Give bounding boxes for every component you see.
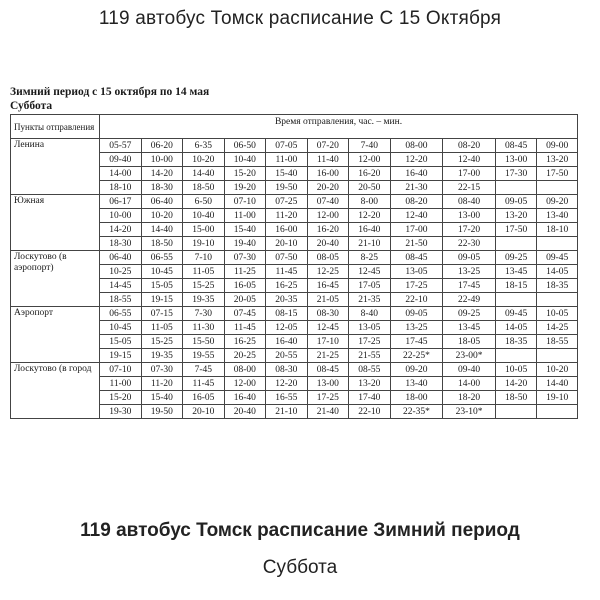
time-cell: 19-20 <box>224 181 266 195</box>
time-cell: 13-00 <box>443 209 496 223</box>
time-cell: 14-20 <box>141 167 183 181</box>
time-cell: 8-40 <box>349 307 391 321</box>
time-cell: 12-20 <box>390 153 443 167</box>
time-cell: 17-50 <box>495 223 537 237</box>
time-cell: 11-45 <box>224 321 266 335</box>
time-cell: 14-00 <box>443 377 496 391</box>
time-cell <box>495 349 537 363</box>
time-cell: 12-25 <box>307 265 349 279</box>
time-cell: 10-05 <box>537 307 578 321</box>
time-cell: 07-15 <box>141 307 183 321</box>
time-cell: 09-40 <box>443 363 496 377</box>
time-cell: 19-35 <box>183 293 225 307</box>
time-cell: 18-30 <box>100 237 142 251</box>
time-cell: 14-00 <box>100 167 142 181</box>
time-cell: 08-45 <box>307 363 349 377</box>
time-cell: 15-50 <box>183 335 225 349</box>
time-cell: 21-30 <box>390 181 443 195</box>
time-cell: 11-40 <box>307 153 349 167</box>
time-cell: 12-40 <box>443 153 496 167</box>
time-cell: 15-20 <box>224 167 266 181</box>
time-cell: 07-45 <box>224 307 266 321</box>
stop-name: Лоскутово (в аэропорт) <box>11 251 100 307</box>
time-cell <box>537 405 578 419</box>
time-cell: 22-30 <box>443 237 496 251</box>
time-cell: 15-05 <box>141 279 183 293</box>
time-cell: 16-25 <box>224 335 266 349</box>
time-cell: 14-20 <box>495 377 537 391</box>
time-cell: 12-00 <box>224 377 266 391</box>
schedule-image <box>10 86 580 476</box>
time-cell: 17-05 <box>349 279 391 293</box>
time-cell: 09-20 <box>390 363 443 377</box>
time-cell: 16-40 <box>349 223 391 237</box>
time-cell: 22-10 <box>349 405 391 419</box>
time-cell: 6-35 <box>183 139 225 153</box>
time-cell: 12-20 <box>349 209 391 223</box>
time-cell: 07-25 <box>266 195 308 209</box>
time-cell: 21-40 <box>307 405 349 419</box>
time-cell: 20-40 <box>224 405 266 419</box>
time-cell: 08-20 <box>390 195 443 209</box>
time-cell: 11-00 <box>100 377 142 391</box>
time-cell: 16-40 <box>390 167 443 181</box>
time-cell: 18-15 <box>495 279 537 293</box>
time-cell: 14-25 <box>537 321 578 335</box>
time-cell: 20-20 <box>307 181 349 195</box>
stop-name: Лоскутово (в город <box>11 363 100 419</box>
time-cell: 21-35 <box>349 293 391 307</box>
time-cell: 16-00 <box>266 223 308 237</box>
time-cell: 06-20 <box>141 139 183 153</box>
time-cell: 11-00 <box>266 153 308 167</box>
time-cell: 11-45 <box>183 377 225 391</box>
time-cell: 16-05 <box>224 279 266 293</box>
page-title: 119 автобус Томск расписание С 15 Октября <box>98 8 502 29</box>
header-time: Время отправления, час. – мин. <box>100 115 578 139</box>
time-cell: 11-45 <box>266 265 308 279</box>
time-cell: 16-05 <box>183 391 225 405</box>
time-cell: 18-55 <box>537 335 578 349</box>
time-cell: 07-10 <box>100 363 142 377</box>
time-cell: 15-05 <box>100 335 142 349</box>
time-cell: 22-35* <box>390 405 443 419</box>
time-cell: 21-10 <box>266 405 308 419</box>
time-cell: 18-50 <box>183 181 225 195</box>
time-cell: 20-25 <box>224 349 266 363</box>
time-cell: 11-20 <box>141 377 183 391</box>
time-cell: 16-45 <box>307 279 349 293</box>
time-cell: 08-05 <box>307 251 349 265</box>
section-subheading: Суббота <box>262 557 338 578</box>
time-cell: 14-40 <box>141 223 183 237</box>
time-cell: 19-10 <box>537 391 578 405</box>
time-cell: 17-45 <box>390 335 443 349</box>
time-cell: 15-25 <box>183 279 225 293</box>
time-cell: 12-45 <box>307 321 349 335</box>
time-cell: 08-00 <box>224 363 266 377</box>
time-cell: 08-00 <box>390 139 443 153</box>
time-cell: 16-40 <box>224 391 266 405</box>
time-cell: 08-30 <box>266 363 308 377</box>
time-cell: 07-40 <box>307 195 349 209</box>
time-cell: 18-35 <box>537 279 578 293</box>
time-cell: 13-20 <box>537 153 578 167</box>
time-cell: 22-25* <box>390 349 443 363</box>
time-cell: 13-05 <box>349 321 391 335</box>
time-cell: 7-10 <box>183 251 225 265</box>
table-row <box>11 363 578 377</box>
time-cell: 18-30 <box>141 181 183 195</box>
time-cell: 17-25 <box>390 279 443 293</box>
time-cell: 12-05 <box>266 321 308 335</box>
time-cell <box>537 237 578 251</box>
time-cell: 18-50 <box>141 237 183 251</box>
time-cell: 7-40 <box>349 139 391 153</box>
time-cell: 18-05 <box>443 335 496 349</box>
time-cell: 19-10 <box>183 237 225 251</box>
time-cell: 6-50 <box>183 195 225 209</box>
time-cell: 07-30 <box>224 251 266 265</box>
time-cell: 09-40 <box>100 153 142 167</box>
time-cell: 19-50 <box>266 181 308 195</box>
time-cell: 8-00 <box>349 195 391 209</box>
time-cell: 15-20 <box>100 391 142 405</box>
time-cell: 17-30 <box>495 167 537 181</box>
time-cell: 12-20 <box>266 377 308 391</box>
time-cell: 22-49 <box>443 293 496 307</box>
time-cell: 14-45 <box>100 279 142 293</box>
time-cell: 06-55 <box>141 251 183 265</box>
time-cell: 12-40 <box>390 209 443 223</box>
time-cell: 15-00 <box>183 223 225 237</box>
time-cell <box>537 293 578 307</box>
time-cell: 10-20 <box>141 209 183 223</box>
time-cell: 18-35 <box>495 335 537 349</box>
time-cell: 08-45 <box>495 139 537 153</box>
time-cell: 18-50 <box>495 391 537 405</box>
time-cell <box>495 293 537 307</box>
stop-name: Южная <box>11 195 100 251</box>
time-cell: 10-05 <box>495 363 537 377</box>
time-cell: 16-20 <box>349 167 391 181</box>
time-cell: 14-05 <box>537 265 578 279</box>
time-cell: 18-10 <box>537 223 578 237</box>
time-cell: 10-20 <box>537 363 578 377</box>
time-cell: 17-10 <box>307 335 349 349</box>
time-cell: 14-40 <box>537 377 578 391</box>
time-cell: 16-25 <box>266 279 308 293</box>
time-cell: 17-50 <box>537 167 578 181</box>
time-cell: 09-05 <box>390 307 443 321</box>
stop-name: Ленина <box>11 139 100 195</box>
time-cell: 17-00 <box>443 167 496 181</box>
time-cell: 09-25 <box>495 251 537 265</box>
time-cell: 21-25 <box>307 349 349 363</box>
time-cell: 23-00* <box>443 349 496 363</box>
time-cell: 11-30 <box>183 321 225 335</box>
time-cell: 06-50 <box>224 139 266 153</box>
time-cell: 09-05 <box>443 251 496 265</box>
table-row <box>11 195 578 209</box>
time-cell: 14-20 <box>100 223 142 237</box>
time-cell: 08-55 <box>349 363 391 377</box>
time-cell: 19-50 <box>141 405 183 419</box>
time-cell: 19-30 <box>100 405 142 419</box>
time-cell: 17-20 <box>443 223 496 237</box>
time-cell: 21-05 <box>307 293 349 307</box>
time-cell: 7-45 <box>183 363 225 377</box>
time-cell: 19-15 <box>100 349 142 363</box>
time-cell: 06-55 <box>100 307 142 321</box>
time-cell <box>495 237 537 251</box>
time-cell: 20-05 <box>224 293 266 307</box>
time-cell: 13-20 <box>495 209 537 223</box>
table-header-row <box>11 115 578 139</box>
time-cell: 16-40 <box>266 335 308 349</box>
time-cell: 13-00 <box>495 153 537 167</box>
time-cell: 14-40 <box>183 167 225 181</box>
time-cell: 13-40 <box>537 209 578 223</box>
time-cell: 7-30 <box>183 307 225 321</box>
time-cell: 12-45 <box>349 265 391 279</box>
time-cell: 08-30 <box>307 307 349 321</box>
time-cell: 11-05 <box>141 321 183 335</box>
time-cell: 07-30 <box>141 363 183 377</box>
time-cell: 07-05 <box>266 139 308 153</box>
time-cell: 17-45 <box>443 279 496 293</box>
period-label: Зимний период с 15 октября по 14 мая <box>10 86 210 98</box>
stop-name: Аэропорт <box>11 307 100 363</box>
time-cell: 09-00 <box>537 139 578 153</box>
time-cell: 08-45 <box>390 251 443 265</box>
header-stop: Пункты отправления <box>11 115 100 139</box>
time-cell: 20-10 <box>266 237 308 251</box>
time-cell: 08-20 <box>443 139 496 153</box>
time-cell: 13-00 <box>307 377 349 391</box>
time-cell: 08-15 <box>266 307 308 321</box>
time-cell: 12-00 <box>349 153 391 167</box>
table-row <box>11 139 578 153</box>
time-cell: 18-00 <box>390 391 443 405</box>
time-cell: 07-10 <box>224 195 266 209</box>
time-cell: 17-25 <box>307 391 349 405</box>
time-cell: 13-40 <box>390 377 443 391</box>
time-cell <box>537 349 578 363</box>
time-cell: 05-57 <box>100 139 142 153</box>
time-cell: 13-45 <box>443 321 496 335</box>
time-cell: 10-00 <box>100 209 142 223</box>
time-cell: 09-25 <box>443 307 496 321</box>
schedule-table <box>10 114 578 419</box>
time-cell: 13-45 <box>495 265 537 279</box>
time-cell: 11-05 <box>183 265 225 279</box>
time-cell: 16-00 <box>307 167 349 181</box>
time-cell: 15-40 <box>224 223 266 237</box>
time-cell: 10-40 <box>224 153 266 167</box>
time-cell: 19-40 <box>224 237 266 251</box>
time-cell: 19-35 <box>141 349 183 363</box>
time-cell: 18-10 <box>100 181 142 195</box>
time-cell: 09-20 <box>537 195 578 209</box>
day-label: Суббота <box>10 100 53 112</box>
time-cell: 08-40 <box>443 195 496 209</box>
time-cell: 20-40 <box>307 237 349 251</box>
time-cell: 13-20 <box>349 377 391 391</box>
time-cell: 18-55 <box>100 293 142 307</box>
time-cell: 15-40 <box>141 391 183 405</box>
time-cell: 13-25 <box>443 265 496 279</box>
time-cell: 20-55 <box>266 349 308 363</box>
time-cell: 22-10 <box>390 293 443 307</box>
time-cell: 14-05 <box>495 321 537 335</box>
time-cell: 06-40 <box>141 195 183 209</box>
time-cell: 09-45 <box>537 251 578 265</box>
time-cell: 17-25 <box>349 335 391 349</box>
time-cell: 06-40 <box>100 251 142 265</box>
time-cell: 23-10* <box>443 405 496 419</box>
time-cell: 10-45 <box>100 321 142 335</box>
time-cell <box>495 181 537 195</box>
time-cell: 21-55 <box>349 349 391 363</box>
time-cell <box>495 405 537 419</box>
time-cell: 21-10 <box>349 237 391 251</box>
time-cell: 09-45 <box>495 307 537 321</box>
time-cell: 12-00 <box>307 209 349 223</box>
time-cell: 17-40 <box>349 391 391 405</box>
time-cell: 10-20 <box>183 153 225 167</box>
time-cell: 10-00 <box>141 153 183 167</box>
time-cell: 19-15 <box>141 293 183 307</box>
time-cell: 07-20 <box>307 139 349 153</box>
time-cell: 10-45 <box>141 265 183 279</box>
time-cell: 10-40 <box>183 209 225 223</box>
time-cell: 17-00 <box>390 223 443 237</box>
time-cell: 07-50 <box>266 251 308 265</box>
time-cell: 15-40 <box>266 167 308 181</box>
time-cell: 20-50 <box>349 181 391 195</box>
time-cell: 21-50 <box>390 237 443 251</box>
time-cell: 06-17 <box>100 195 142 209</box>
time-cell: 11-20 <box>266 209 308 223</box>
table-row <box>11 307 578 321</box>
time-cell: 22-15 <box>443 181 496 195</box>
time-cell: 18-20 <box>443 391 496 405</box>
time-cell: 19-55 <box>183 349 225 363</box>
time-cell: 8-25 <box>349 251 391 265</box>
time-cell: 15-25 <box>141 335 183 349</box>
time-cell: 09-05 <box>495 195 537 209</box>
time-cell: 16-20 <box>307 223 349 237</box>
time-cell: 13-05 <box>390 265 443 279</box>
time-cell: 13-25 <box>390 321 443 335</box>
time-cell: 16-55 <box>266 391 308 405</box>
table-row <box>11 251 578 265</box>
time-cell: 20-35 <box>266 293 308 307</box>
time-cell: 10-25 <box>100 265 142 279</box>
section-heading: 119 автобус Томск расписание Зимний период <box>80 520 520 541</box>
time-cell: 20-10 <box>183 405 225 419</box>
time-cell: 11-25 <box>224 265 266 279</box>
time-cell <box>537 181 578 195</box>
time-cell: 11-00 <box>224 209 266 223</box>
